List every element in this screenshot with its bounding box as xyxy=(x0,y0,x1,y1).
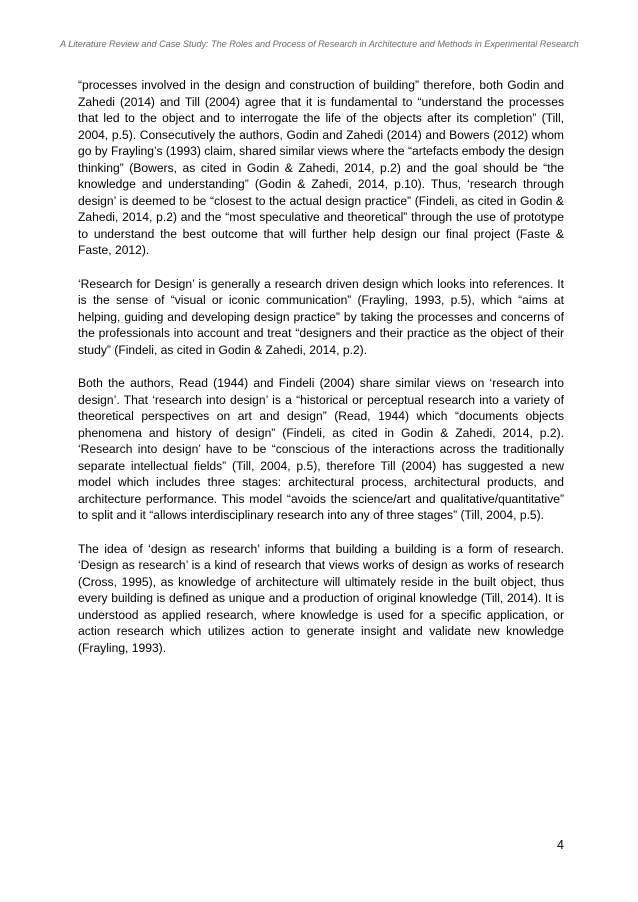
running-header: A Literature Review and Case Study: The Roles and Process of Research in Architecture and Methods in Experimental Research xyxy=(60,39,579,49)
paragraph-research-through-design: “processes involved in the design and construction of building” therefore, both Godin and Zahedi (2014) and Till (2004) agree that it is fundamental to “understand the processes that led to the object and to interrogate the life of the objects after its completion” (Till, 2004, p.5). Consecutively the authors, Godin and Zahedi (2014) and Bowers (2012) whom go by Frayling’s (1993) claim, shared similar views where the “artefacts embody the design thinking” (Bowers, as cited in Godin & Zahedi, 2014, p.2) and the goal should be “the knowledge and understanding” (Godin & Zahedi, 2014, p.10). Thus, ‘research through design’ is deemed to be “closest to the actual design practice” (Findeli, as cited in Godin & Zahedi, 2014, p.2) and the “most speculative and theoretical” through the use of prototype to understand the best outcome that will further help design our final project (Faste & Faste, 2012). xyxy=(78,78,564,257)
paragraph-research-into-design: Both the authors, Read (1944) and Findeli (2004) share similar views on ‘research into design’. That ‘research into design’ is a “historical or perceptual research into a variety of theoretical perspectives on art and design” (Read, 1944) which “documents objects phenomena and history of design” (Findeli, as cited in Godin & Zahedi, 2014, p.2). ‘Research into design’ have to be “conscious of the interactions across the traditionally separate intellectual fields” (Till, 2004, p.5), therefore Till (2004) has suggested a new model which includes three stages: architectural process, architectural products, and architecture performance. This model “avoids the science/art and qualitative/quantitative” to split and it “allows interdisciplinary research into any of three stages” (Till, 2004, p.5). xyxy=(78,376,564,522)
body-text xyxy=(78,77,564,673)
page-number: 4 xyxy=(557,838,564,852)
paragraph-design-as-research: The idea of ‘design as research’ informs that building a building is a form of research. ‘Design as research’ is a kind of research that views works of design as works of research (Cross, 1995), as knowledge of architecture will ultimately reside in the built object, thus every building is defined as unique and a production of original knowledge (Till, 2014). It is understood as applied research, where knowledge is used for a specific application, or action research which utilizes action to generate insight and validate new knowledge (Frayling, 1993). xyxy=(78,541,564,655)
paragraph-research-for-design: ‘Research for Design’ is generally a research driven design which looks into references. It is the sense of “visual or iconic communication” (Frayling, 1993, p.5), which “aims at helping, guiding and developing design practice” by taking the processes and concerns of the professionals into account and treat “designers and their practice as the object of their study” (Findeli, as cited in Godin & Zahedi, 2014, p.2). xyxy=(78,276,564,357)
